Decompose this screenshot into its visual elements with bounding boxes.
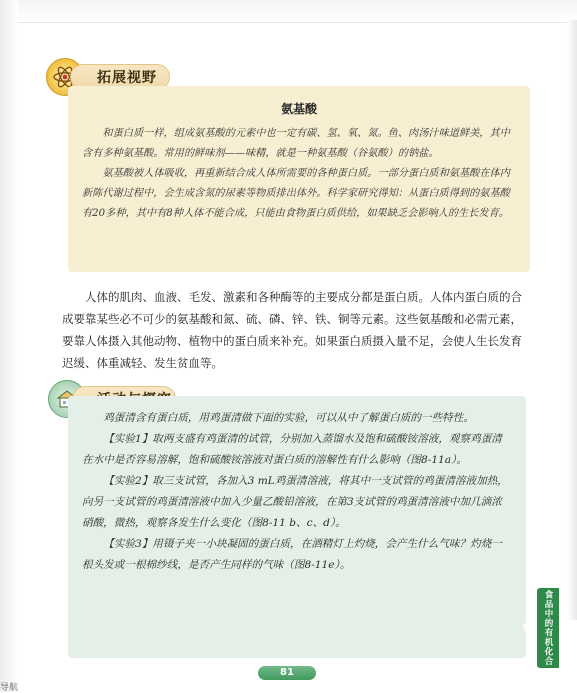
activity-intro: 鸡蛋清含有蛋白质，用鸡蛋清做下面的实验，可以从中了解蛋白质的一些特性。 bbox=[103, 412, 474, 424]
activity-body bbox=[82, 408, 512, 576]
extension-badge-label: 拓展视野 bbox=[97, 70, 157, 86]
activity-box bbox=[68, 396, 526, 658]
info-box-title: 氨基酸 bbox=[280, 102, 317, 116]
info-paragraph: 和蛋白质一样，组成氨基酸的元素中也一定有碳、氢、氧、氮。鱼、肉汤汁味道鲜美，其中含有多种氨基酸。常用的鲜味剂——味精，就是一种氨基酸（谷氨酸）的钠盐。 bbox=[82, 128, 510, 159]
experiment-2: 【实验2】取三支试管，各加入3 mL鸡蛋清溶液，将其中一支试管的鸡蛋清溶液加热，向另一支试管的鸡蛋清溶液中加入少量乙酸铅溶液，在第3支试管的鸡蛋清溶液中加几滴浓硝酸，微热，观察各发生什么变化（图8-11 b、c、d）。 bbox=[82, 475, 508, 529]
chapter-side-tab: 食品中的有机化合物 bbox=[537, 588, 559, 668]
info-box-body bbox=[82, 124, 514, 224]
page-top-edge bbox=[0, 0, 577, 23]
experiment-3: 【实验3】用镊子夹一小块凝固的蛋白质，在酒精灯上灼烧，会产生什么气味？灼烧一根头发或一根棉纱线，是否产生同样的气味（图8-11e）。 bbox=[82, 538, 502, 571]
experiment-1: 【实验1】取两支盛有鸡蛋清的试管，分别加入蒸馏水及饱和硫酸铵溶液，观察鸡蛋清在水中是否容易溶解，饱和硫酸铵溶液对蛋白质的溶解性有什么影响（图8-11a）。 bbox=[82, 433, 502, 466]
main-paragraph: 人体的肌肉、血液、毛发、激素和各种酶等的主要成分都是蛋白质。人体内蛋白质的合成要靠某些必不可少的氨基酸和氮、硫、磷、锌、铁、铜等元素。这些氨基酸和必需元素，要靠人体摄入其他动物、植物中的蛋白质来补充。如果蛋白质摄入量不足，会使人生长发育迟缓、体重减轻、发生贫血等。 bbox=[62, 290, 522, 370]
page-number: 81 bbox=[258, 666, 316, 680]
corner-nav-label[interactable]: 导航 bbox=[0, 683, 19, 693]
page-left-shadow bbox=[0, 0, 18, 692]
amino-acid-info-box bbox=[68, 86, 530, 272]
page-right-shadow bbox=[567, 20, 577, 620]
info-paragraph: 氨基酸被人体吸收，再重新结合成人体所需要的各种蛋白质。一部分蛋白质和氨基酸在体内新陈代谢过程中，会生成含氮的尿素等物质排出体外。科学家研究得知：从蛋白质得到的氨基酸有20多种，其中有8种人体不能合成，只能由食物蛋白质供给，如果缺乏会影响人的生长发育。 bbox=[82, 168, 510, 219]
